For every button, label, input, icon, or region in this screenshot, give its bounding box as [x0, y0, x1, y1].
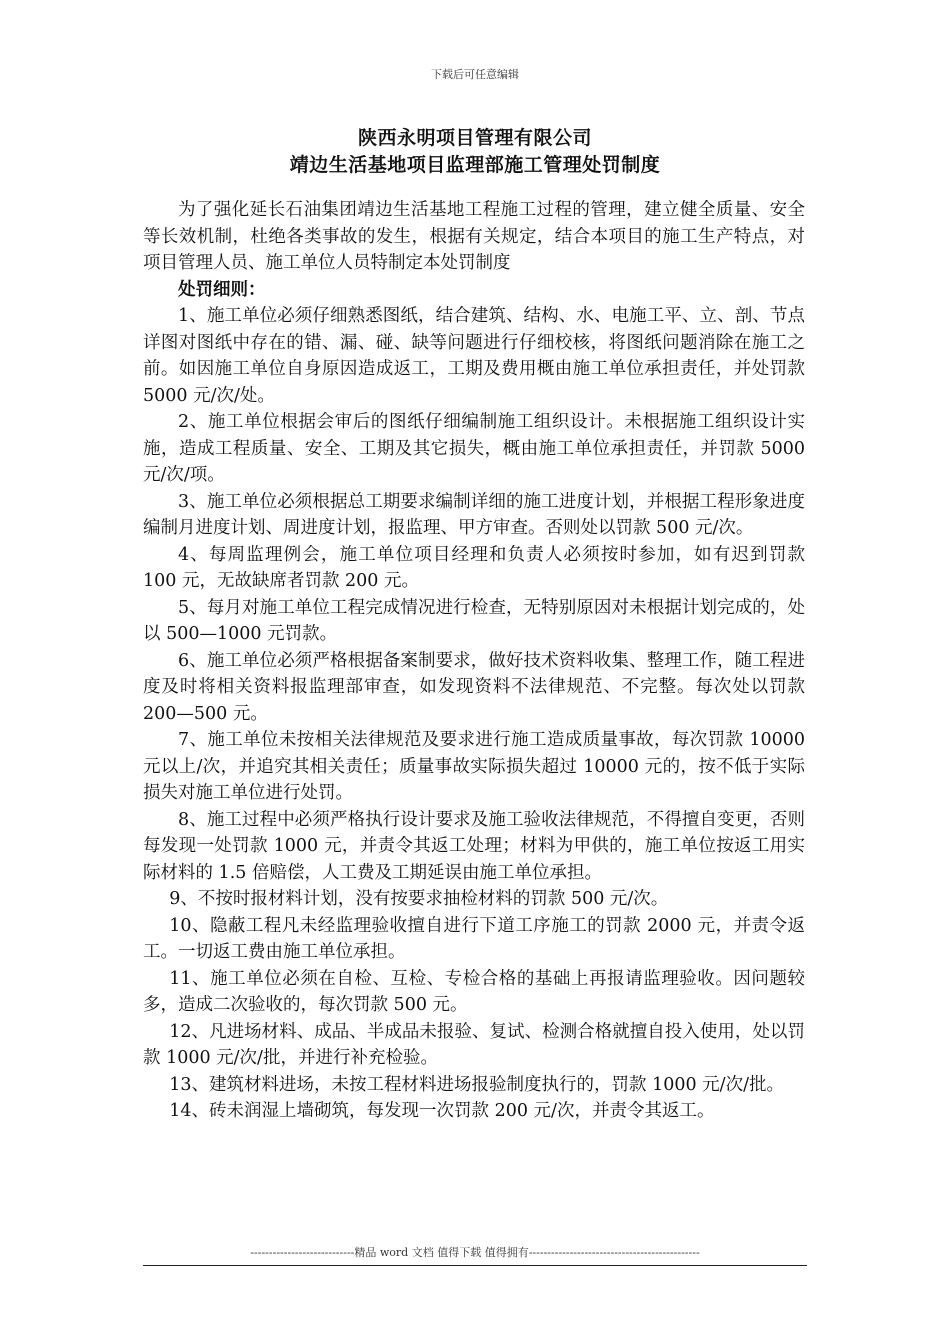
document-body — [143, 197, 805, 1125]
rule-item: 9、不按时报材料计划，没有按要求抽检材料的罚款 500 元/次。 — [169, 889, 669, 909]
rule-item: 5、每月对施工单位工程完成情况进行检查，无特别原因对未根据计划完成的，处以 500—1000 元罚款。 — [143, 597, 805, 644]
document-title-regulation: 靖边生活基地项目监理部施工管理处罚制度 — [289, 154, 661, 176]
rule-item: 12、凡进场材料、成品、半成品未报验、复试、检测合格就擅自投入使用，处以罚款 1000 元/次/批，并进行补充检验。 — [143, 1021, 805, 1068]
rule-item: 3、施工单位必须根据总工期要求编制详细的施工进度计划，并根据工程形象进度编制月进度计划、周进度计划，报监理、甲方审查。否则处以罚款 500 元/次。 — [143, 491, 805, 538]
rule-item: 6、施工单位必须严格根据备案制要求，做好技术资料收集、整理工作，随工程进度及时将相关资料报监理部审查，如发现资料不法律规范、不完整。每次处以罚款 200—500 元。 — [143, 650, 805, 724]
rule-item: 7、施工单位未按相关法律规范及要求进行施工造成质量事故，每次罚款 10000 元以上/次，并追究其相关责任；质量事故实际损失超过 10000 元的，按不低于实际损失对施工单位进行处罚。 — [143, 730, 805, 803]
rule-item: 11、施工单位必须在自检、互检、专检合格的基础上再报请监理验收。因问题较多，造成二次验收的，每次罚款 500 元。 — [143, 968, 805, 1015]
rule-item: 13、建筑材料进场，未按工程材料进场报验制度执行的，罚款 1000 元/次/批。 — [169, 1074, 784, 1095]
section-heading: 处罚细则： — [178, 279, 266, 300]
footer-divider — [143, 1265, 807, 1266]
intro-paragraph: 为了强化延长石油集团靖边生活基地工程施工过程的管理，建立健全质量、安全等长效机制，杜绝各类事故的发生，根据有关规定，结合本项目的施工生产特点，对项目管理人员、施工单位人员特制定本处罚制度 — [143, 200, 805, 273]
rule-item: 1、施工单位必须仔细熟悉图纸，结合建筑、结构、水、电施工平、立、剖、节点详图对图纸中存在的错、漏、碰、缺等问题进行仔细校核，将图纸问题消除在施工之前。如因施工单位自身原因造成返工，工期及费用概由施工单位承担责任，并处罚款 5000 元/次/处。 — [143, 306, 805, 406]
document-title-company: 陕西永明项目管理有限公司 — [357, 127, 592, 149]
rule-item: 8、施工过程中必须严格执行设计要求及施工验收法律规范，不得擅自变更，否则每发现一处罚款 1000 元，并责令其返工处理；材料为甲供的，施工单位按返工用实际材料的 1.5 倍赔偿，人工费及工期延误由施工单位承担。 — [143, 809, 805, 883]
rule-item: 2、施工单位根据会审后的图纸仔细编制施工组织设计。未根据施工组织设计实施，造成工程质量、安全、工期及其它损失，概由施工单位承担责任，并罚款 5000 元/次/项。 — [143, 412, 805, 485]
rule-item: 4、每周监理例会，施工单位项目经理和负责人必须按时参加，如有迟到罚款 100 元，无故缺席者罚款 200 元。 — [143, 544, 805, 591]
rule-item: 10、隐蔽工程凡未经监理验收擅自进行下道工序施工的罚款 2000 元，并责令返工。一切返工费由施工单位承担。 — [143, 915, 805, 962]
footer-text: ----------------------------精品 word 文档 值得下载 值得拥有---------------------------------------------- — [250, 1246, 700, 1259]
header-note: 下载后可任意编辑 — [431, 68, 519, 81]
rule-item: 14、砖未润湿上墙砌筑，每发现一次罚款 200 元/次，并责令其返工。 — [169, 1101, 715, 1121]
